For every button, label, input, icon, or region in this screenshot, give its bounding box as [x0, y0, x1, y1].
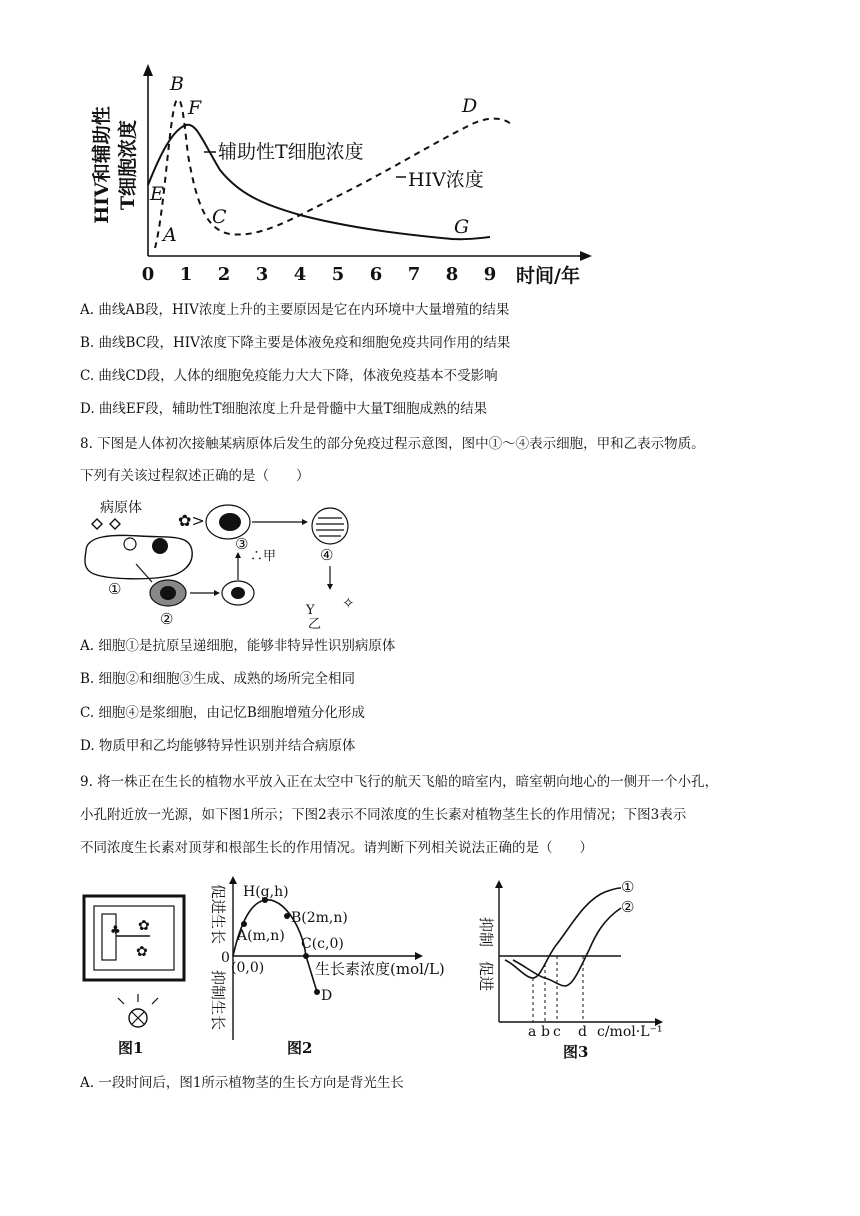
cell-4-label: ④ — [320, 546, 334, 564]
point-d-label: D — [462, 95, 478, 117]
y-label-line1: HIV和辅助性 — [91, 106, 113, 224]
pot-icon — [102, 914, 116, 960]
q8-option-a: A. 细胞①是抗原呈递细胞，能够非特异性识别病原体 — [80, 638, 396, 654]
immune-process-diagram — [80, 496, 380, 636]
fig2-caption: 图2 — [287, 1039, 313, 1057]
flower-icon: ✿ — [136, 944, 148, 960]
point-b — [284, 913, 290, 919]
y-label-inhibit: 抑制 — [477, 916, 495, 948]
q8-stem-line2: 下列有关该过程叙述正确的是（ ） — [80, 468, 310, 484]
cell-1-nucleus — [152, 538, 168, 554]
point-d — [314, 989, 320, 995]
x-axis-label: 生长素浓度(mol/L) — [315, 960, 445, 978]
x-tick: 3 — [255, 264, 269, 285]
q9-stem-line2: 小孔附近放一光源，如下图1所示；下图2表示不同浓度的生长素对植物茎生长的作用情况；下图3表示 — [80, 807, 687, 823]
x-tick: 1 — [179, 264, 193, 285]
arrowhead — [327, 584, 333, 590]
tick-c: c — [553, 1024, 561, 1040]
tick-a: a — [528, 1024, 537, 1040]
x-axis-label: c/mol·L⁻¹ — [597, 1024, 663, 1040]
q8-option-c: C. 细胞④是浆细胞，由记忆B细胞增殖分化形成 — [80, 705, 365, 721]
x-axis-arrow — [580, 251, 592, 261]
x-tick: 7 — [407, 264, 421, 285]
auxin-stem-chart — [195, 872, 480, 1060]
point-b-label: B(2m,n) — [291, 910, 348, 926]
point-g-label: G — [454, 216, 470, 238]
point-b-label: B — [170, 73, 184, 95]
cell-2-label: ② — [160, 610, 174, 628]
phagosome-icon — [124, 538, 136, 550]
cell-1-label: ① — [108, 580, 122, 598]
curve-2-label: ② — [621, 898, 635, 916]
arrowhead — [214, 590, 220, 596]
substance-jia-label: ∴甲 — [250, 549, 277, 564]
tick-b: b — [541, 1024, 550, 1040]
cell-2-nucleus — [160, 586, 176, 600]
dashed-guides — [533, 956, 583, 1022]
cell-3-label: ③ — [235, 535, 249, 553]
antibody-icon: Y — [306, 603, 315, 618]
er-lines — [316, 518, 344, 536]
y-label-promote: 促进 — [477, 960, 495, 992]
y-axis-arrow — [143, 64, 153, 76]
x-tick: 9 — [483, 264, 497, 285]
hiv-tcell-chart — [80, 60, 600, 300]
x-axis-label: 时间/年 — [516, 265, 580, 287]
tick-d: d — [578, 1024, 587, 1040]
antigen-antibody-icon: ✧ — [342, 594, 355, 612]
light-rays — [118, 994, 158, 1004]
arrowhead — [302, 519, 308, 525]
x-tick: 2 — [217, 264, 231, 285]
fig3-caption: 图3 — [563, 1043, 589, 1060]
fig1-caption: 图1 — [118, 1039, 144, 1057]
q7-option-b: B. 曲线BC段，HIV浓度下降主要是体液免疫和细胞免疫共同作用的结果 — [80, 335, 511, 351]
pathogen-icon — [92, 519, 120, 529]
x-tick: 5 — [331, 264, 345, 285]
cell-4-plasma — [312, 508, 348, 544]
q8-stem-line1: 8. 下图是人体初次接触某病原体后发生的部分免疫过程示意图，图中①～④表示细胞，甲和乙表示物质。 — [80, 436, 705, 452]
x-tick: 4 — [293, 264, 307, 285]
y-label-inhibit: 抑制生长 — [209, 969, 227, 1031]
q8-option-b: B. 细胞②和细胞③生成、成熟的场所完全相同 — [80, 671, 356, 687]
x-axis-arrow — [415, 952, 423, 960]
dark-room-box — [84, 896, 184, 980]
point-c-label: C(c,0) — [301, 936, 344, 952]
q9-stem-line1: 9. 将一株正在生长的植物水平放入正在太空中飞行的航天飞船的暗室内，暗室朝向地心的一侧开一个小孔， — [80, 774, 719, 790]
q9-stem-line3: 不同浓度生长素对顶芽和根部生长的作用情况。请判断下列相关说法正确的是（ ） — [80, 840, 593, 856]
point-d-label: D — [321, 988, 333, 1004]
y-label-promote: 促进生长 — [209, 883, 227, 945]
cell-1-apc — [85, 535, 192, 578]
point-a-label: A(m,n) — [237, 928, 285, 944]
origin-zero: 0 — [221, 950, 230, 966]
flower-icon: ✿ — [138, 918, 150, 934]
antigen-receptor-icon: ✿> — [178, 511, 205, 530]
q8-option-d: D. 物质甲和乙均能够特异性识别并结合病原体 — [80, 738, 356, 754]
x-tick: 8 — [445, 264, 459, 285]
origin-label: (0,0) — [231, 960, 265, 976]
point-c — [303, 953, 309, 959]
b-cell-nucleus — [231, 587, 245, 599]
point-a-label: A — [163, 224, 177, 246]
hiv-label: HIV浓度 — [408, 169, 484, 191]
point-f-label: F — [188, 97, 202, 119]
point-c-label: C — [212, 206, 227, 228]
y-label-line2: T细胞浓度 — [117, 119, 139, 211]
substance-yi-label: 乙 — [308, 617, 322, 632]
y-axis-arrow — [229, 876, 237, 884]
x-tick: 0 — [141, 264, 155, 285]
x-tick-labels — [142, 264, 497, 285]
cell-3-nucleus — [219, 513, 241, 531]
curve-1-label: ① — [621, 878, 635, 896]
point-e-label: E — [150, 183, 164, 205]
q9-option-a: A. 一段时间后，图1所示植物茎的生长方向是背光生长 — [80, 1075, 404, 1091]
point-a — [241, 921, 247, 927]
tcell-label: 辅助性T细胞浓度 — [218, 141, 364, 163]
auxin-bud-root-chart — [475, 874, 675, 1060]
plant-dark-room-figure — [80, 890, 190, 1060]
q7-option-d: D. 曲线EF段，辅助性T细胞浓度上升是骨髓中大量T细胞成熟的结果 — [80, 401, 488, 417]
y-axis-arrow — [495, 880, 503, 888]
q7-option-a: A. 曲线AB段，HIV浓度上升的主要原因是它在内环境中大量增殖的结果 — [80, 302, 510, 318]
leaf-icon: ♣ — [110, 923, 121, 937]
x-tick: 6 — [369, 264, 383, 285]
point-h-label: H(g,h) — [243, 884, 289, 900]
pathogen-label: 病原体 — [100, 500, 142, 516]
q7-option-c: C. 曲线CD段，人体的细胞免疫能力大大下降，体液免疫基本不受影响 — [80, 368, 498, 384]
curve-2 — [513, 908, 621, 986]
